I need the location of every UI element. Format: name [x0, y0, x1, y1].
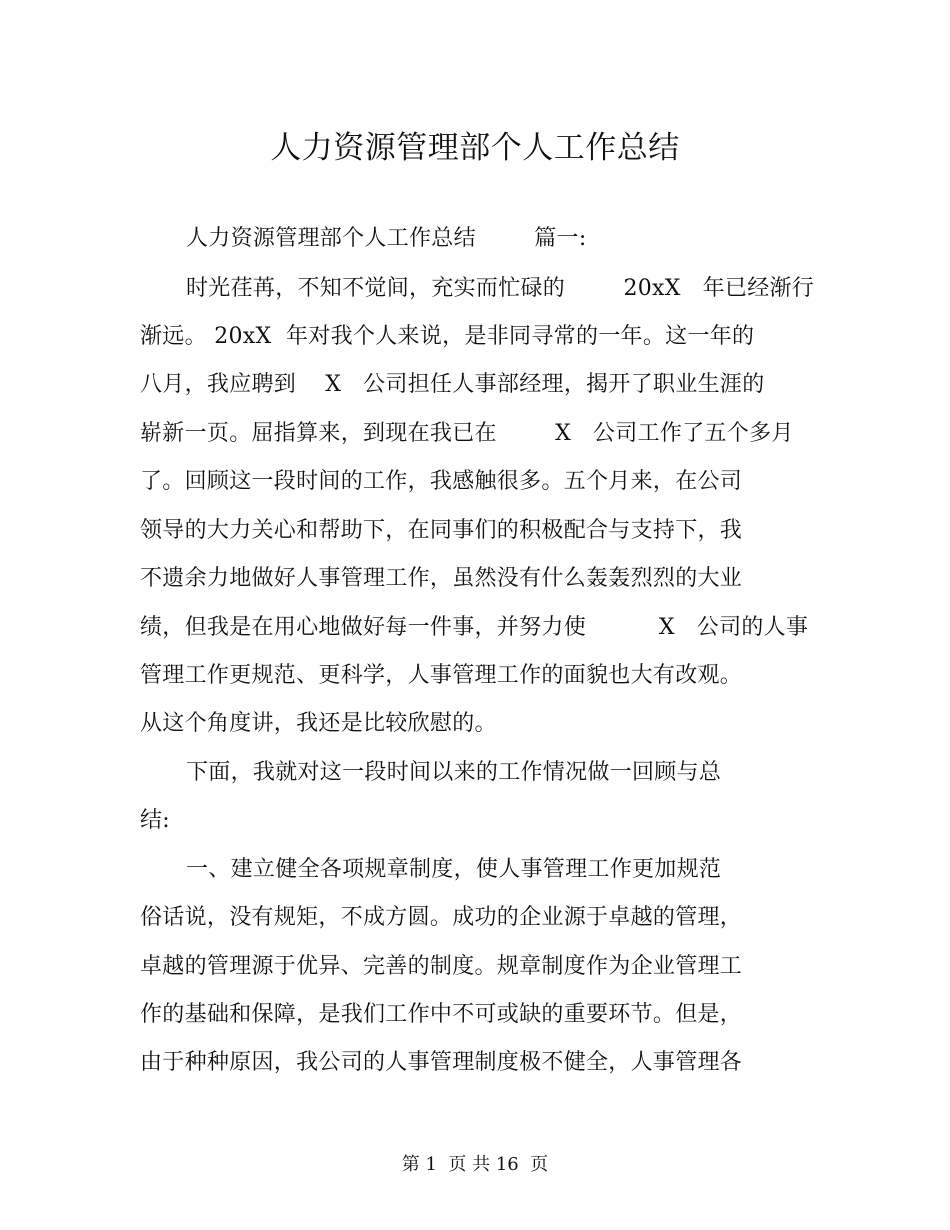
body-line: 人力资源管理部个人工作总结 篇一:: [186, 226, 587, 251]
body-line: 崭新一页。屈指算来，到现在我已在 X 公司工作了五个多月: [140, 421, 794, 446]
document-title: 人力资源管理部个人工作总结: [270, 130, 680, 166]
body-line: 领导的大力关心和帮助下，在同事们的积极配合与支持下，我: [140, 518, 743, 543]
body-line: 由于种种原因，我公司的人事管理制度极不健全，人事管理各: [140, 1050, 743, 1075]
body-line: 从这个角度讲，我还是比较欣慰的。: [140, 711, 497, 736]
body-line: 管理工作更规范、更科学，人事管理工作的面貌也大有改观。: [140, 663, 743, 688]
body-line: 时光荏苒，不知不觉间，充实而忙碌的 20xX 年已经渐行: [186, 276, 815, 301]
body-line: 俗话说，没有规矩，不成方圆。成功的企业源于卓越的管理，: [140, 905, 743, 930]
body-line: 卓越的管理源于优异、完善的制度。规章制度作为企业管理工: [140, 954, 743, 979]
body-line: 作的基础和保障，是我们工作中不可或缺的重要环节。但是，: [140, 1002, 743, 1027]
body-line: 下面，我就对这一段时间以来的工作情况做一回顾与总: [186, 760, 722, 785]
page-number: 第 1 页 共 16 页: [401, 1154, 549, 1175]
body-line: 绩，但我是在用心地做好每一件事，并努力使 X 公司的人事: [140, 615, 809, 640]
body-line: 不遗余力地做好人事管理工作，虽然没有什么轰轰烈烈的大业: [140, 566, 743, 591]
body-line: 八月，我应聘到 X 公司担任人事部经理，揭开了职业生涯的: [140, 372, 765, 397]
body-line: 了。回顾这一段时间的工作，我感触很多。五个月来，在公司: [140, 469, 743, 494]
body-line: 结:: [140, 808, 171, 833]
section-heading: 一、建立健全各项规章制度，使人事管理工作更加规范: [186, 857, 722, 882]
body-line: 渐远。 20xX 年对我个人来说，是非同寻常的一年。这一年的: [140, 324, 755, 349]
